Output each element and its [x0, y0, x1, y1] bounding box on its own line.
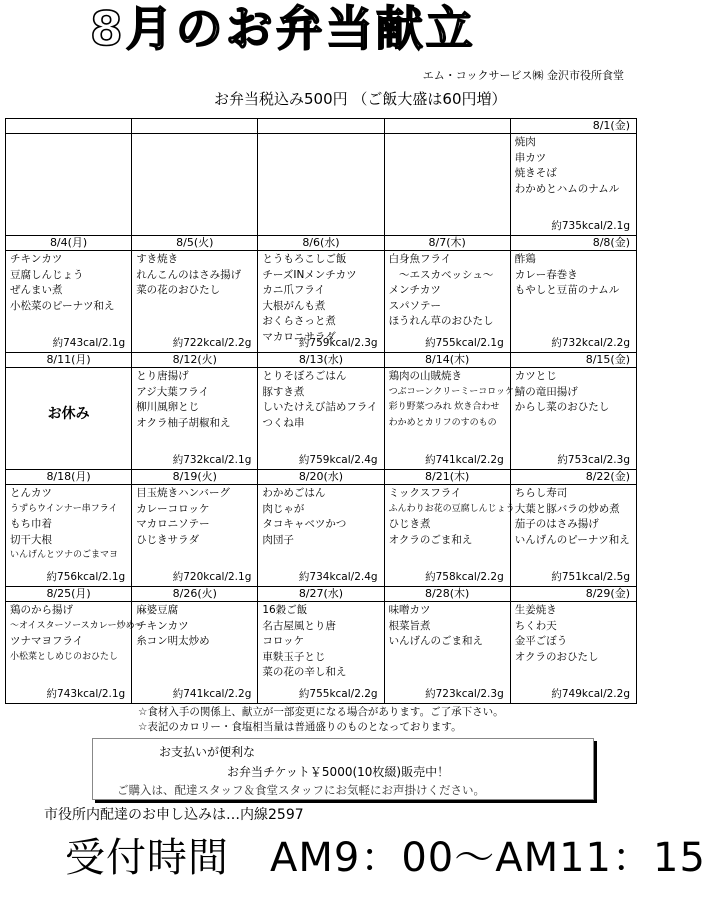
menu-item: 大葉と豚バラの炒め煮	[514, 502, 620, 515]
menu-calendar	[5, 118, 637, 704]
week-row	[6, 353, 637, 470]
calorie-salt: 約749kcal/2.2g	[551, 688, 630, 700]
menu-item: チキンカツ	[10, 253, 63, 265]
menu-item: 小松菜としめじのおひたし	[10, 651, 119, 662]
day-cell	[132, 119, 258, 236]
day-cell	[510, 470, 636, 587]
day-cell	[6, 119, 132, 236]
menu-item: 小松菜のピーナツ和え	[10, 299, 115, 312]
calorie-salt: 約722kcal/2.2g	[172, 337, 252, 349]
day-date: 8/15(金)	[511, 353, 636, 368]
menu-item: 焼肉	[514, 136, 536, 148]
menu-items	[136, 603, 257, 650]
menu-item: 16穀ご飯	[262, 604, 308, 616]
day-date	[6, 119, 131, 134]
note-menu-change: ☆食材入手の関係上、献立が一部変更になる場合があります。ご了承下さい。	[138, 706, 504, 718]
calorie-salt: 約755kcal/2.2g	[298, 688, 378, 700]
menu-item: とうもろこしご飯	[262, 253, 347, 265]
menu-item: おくらさっと煮	[262, 315, 336, 327]
menu-item: 串カツ	[514, 151, 547, 164]
ticket-notice	[92, 738, 594, 800]
menu-item: マカロニサラダ	[262, 330, 336, 343]
menu-item: 生姜焼き	[514, 604, 557, 616]
day-cell	[132, 236, 258, 353]
menu-item: もち巾着	[10, 518, 52, 530]
menu-items	[515, 252, 636, 299]
menu-items	[515, 486, 636, 548]
menu-item: 糸コン明太炒め	[136, 635, 210, 647]
day-cell	[510, 587, 636, 704]
menu-item: 鯖の竜田揚げ	[514, 385, 578, 398]
day-cell	[510, 236, 636, 353]
menu-items	[388, 486, 515, 548]
menu-items	[262, 486, 383, 548]
menu-item: チキンカツ	[136, 619, 189, 632]
calorie-salt: 約743cal/2.1g	[52, 337, 126, 349]
calorie-salt: 約723kcal/2.3g	[425, 688, 504, 700]
menu-item: からし菜のおひたし	[514, 401, 610, 413]
menu-item: カレーコロッケ	[136, 502, 210, 515]
day-cell	[384, 236, 510, 353]
calorie-salt: 約743kcal/2.1g	[46, 688, 126, 700]
menu-item: 切干大根	[10, 533, 52, 546]
menu-item: 大根がんも煮	[262, 299, 326, 312]
day-cell	[132, 353, 258, 470]
day-date: 8/29(金)	[511, 587, 636, 602]
day-date: 8/20(水)	[258, 470, 383, 485]
day-date	[132, 119, 257, 134]
menu-item: 肉団子	[262, 533, 294, 546]
menu-item: わかめごはん	[262, 487, 326, 499]
menu-items	[262, 369, 383, 431]
menu-item: 車麩玉子とじ	[262, 650, 326, 663]
calorie-salt: 約741kcal/2.2g	[425, 454, 504, 466]
day-cell	[510, 353, 636, 470]
menu-items	[389, 603, 510, 650]
menu-item: アジ大葉フライ	[136, 385, 209, 398]
day-date: 8/28(木)	[385, 587, 510, 602]
menu-item: 白身魚フライ	[388, 253, 452, 265]
day-date	[258, 119, 383, 134]
menu-item: いんげんのごま和え	[388, 635, 484, 647]
menu-item: もやしと豆苗のナムル	[514, 284, 620, 296]
day-cell	[384, 587, 510, 704]
reception-hours: 受付時間 AM9：00～AM11：15	[65, 835, 706, 881]
menu-item: 鶏肉の山賊焼き	[388, 370, 463, 382]
day-date: 8/7(木)	[385, 236, 510, 251]
menu-item: うずらウインナー串フライ	[10, 503, 118, 514]
menu-item: ほうれん草のおひたし	[388, 315, 494, 327]
menu-item: ひじきサラダ	[136, 533, 200, 546]
menu-item: メンチカツ	[388, 284, 441, 296]
menu-item: 名古屋風とり唐	[262, 619, 336, 632]
menu-item: とりそぼろごはん	[262, 370, 347, 382]
week-row	[6, 119, 637, 236]
menu-item: オクラのおひたし	[514, 650, 599, 663]
day-cell	[510, 119, 636, 236]
menu-item: スパソテー	[388, 299, 442, 312]
calorie-salt: 約758kcal/2.2g	[425, 571, 504, 583]
day-cell	[258, 119, 384, 236]
ticket-line-1: お支払いが便利な	[159, 745, 256, 759]
menu-item: 根菜旨煮	[388, 619, 431, 632]
week-row	[6, 587, 637, 704]
menu-item: 鶏のから揚げ	[10, 604, 73, 616]
menu-item: 肉じゃが	[262, 502, 305, 515]
day-cell	[258, 353, 384, 470]
menu-item: ちくわ天	[514, 619, 557, 632]
day-date: 8/6(水)	[258, 236, 383, 251]
day-date	[385, 119, 510, 134]
day-cell	[384, 470, 515, 587]
menu-items	[10, 486, 131, 564]
calorie-salt: 約753cal/2.3g	[557, 454, 630, 466]
menu-items	[10, 252, 131, 314]
menu-item: 味噌カツ	[388, 604, 431, 616]
day-date: 8/22(金)	[511, 470, 636, 485]
menu-items	[515, 603, 636, 665]
day-cell	[6, 236, 132, 353]
day-date: 8/8(金)	[511, 236, 636, 251]
menu-items	[10, 603, 144, 665]
menu-item: ちらし寿司	[514, 487, 568, 499]
menu-items	[136, 486, 257, 548]
menu-item: ミックスフライ	[388, 487, 462, 499]
menu-items	[515, 135, 636, 197]
day-date: 8/12(火)	[132, 353, 257, 368]
menu-item: 豚すき煮	[262, 385, 305, 398]
day-date: 8/4(月)	[6, 236, 131, 251]
calorie-salt: 約751kcal/2.5g	[551, 571, 630, 583]
day-date: 8/27(水)	[258, 587, 383, 602]
menu-item: ツナマヨフライ	[10, 635, 84, 647]
menu-item: カレー春巻き	[514, 268, 578, 281]
menu-item: マカロニソテー	[136, 518, 210, 530]
menu-item: いんげんのピーナツ和え	[514, 533, 630, 546]
week-row	[6, 470, 637, 587]
menu-items	[136, 252, 257, 299]
day-date: 8/21(木)	[385, 470, 510, 485]
menu-item: 彩り野菜つみれ 炊き合わせ	[388, 402, 500, 412]
menu-item: 酢鶏	[514, 253, 536, 265]
menu-item: つくね串	[262, 416, 305, 429]
day-cell	[6, 587, 144, 704]
menu-items	[515, 369, 636, 416]
menu-items	[262, 252, 383, 345]
day-date: 8/13(水)	[258, 353, 383, 368]
menu-item: ぜんまい煮	[10, 284, 63, 296]
note-calorie: ☆表記のカロリー・食塩相当量は普通盛りのものとなっております。	[138, 721, 462, 733]
menu-item: 茄子のはさみ揚げ	[514, 518, 599, 530]
menu-item: すき焼き	[136, 253, 179, 265]
day-cell	[132, 587, 258, 704]
day-cell	[384, 353, 515, 470]
menu-item: 焼きそば	[514, 167, 557, 179]
menu-item: とんカツ	[10, 487, 52, 499]
day-date: 8/26(火)	[132, 587, 257, 602]
calorie-salt: 約720kcal/2.1g	[172, 571, 252, 583]
day-cell	[258, 587, 384, 704]
menu-item: 目玉焼きハンバーグ	[136, 487, 230, 499]
menu-item: わかめとカリフのすのもの	[388, 417, 497, 428]
day-date: 8/14(木)	[385, 353, 510, 368]
day-date: 8/18(月)	[6, 470, 131, 485]
ticket-line-2: お弁当チケット￥5000(10枚綴)販売中！	[227, 765, 450, 779]
week-row	[6, 236, 637, 353]
calorie-salt: 約732kcal/2.1g	[172, 454, 252, 466]
menu-item: 麻婆豆腐	[136, 604, 179, 616]
day-cell	[384, 119, 510, 236]
ticket-line-3: ご購入は、配達スタッフ＆食堂スタッフにお気軽にお声掛けください。	[117, 783, 485, 797]
menu-item: チーズINメンチカツ	[262, 268, 357, 281]
day-cell	[258, 470, 384, 587]
day-date: 8/1(金)	[511, 119, 636, 134]
menu-item: ～オイスターソースカレー炒め～	[10, 620, 144, 631]
menu-items	[262, 603, 383, 681]
menu-item: コロッケ	[262, 635, 305, 647]
menu-item: 菜の花のおひたし	[136, 284, 221, 296]
delivery-extension: 市役所内配達のお申し込みは…内線2597	[44, 807, 304, 823]
menu-items	[388, 369, 515, 431]
day-cell	[6, 353, 132, 470]
menu-item: カニ爪フライ	[262, 284, 326, 296]
notes	[138, 705, 504, 735]
calorie-salt: 約756kcal/2.1g	[46, 571, 126, 583]
day-date: 8/19(火)	[132, 470, 257, 485]
menu-item: ひじき煮	[388, 518, 431, 530]
menu-item: いんげんとツナのごまマヨ	[10, 550, 119, 560]
calorie-salt: 約734kcal/2.4g	[298, 571, 378, 583]
day-cell	[132, 470, 258, 587]
calorie-salt: 約735kcal/2.1g	[551, 220, 630, 232]
company-name: エム・コックサービス㈱ 金沢市役所食堂	[422, 69, 624, 82]
menu-item: 豆腐しんじょう	[10, 268, 84, 281]
menu-item: 柳川風卵とじ	[136, 401, 200, 413]
day-date: 8/11(月)	[6, 353, 131, 368]
price-info: お弁当税込み500円 （ご飯大盛は60円増）	[214, 90, 507, 108]
menu-item: とり唐揚げ	[136, 370, 189, 382]
menu-items	[389, 252, 510, 330]
menu-item: 金平ごぼう	[514, 635, 568, 647]
menu-item: カツとじ	[514, 370, 557, 382]
calorie-salt: 約759kcal/2.3g	[298, 337, 378, 349]
menu-item: オクラ柚子胡椒和え	[136, 416, 231, 429]
menu-item: しいたけえび詰めフライ	[262, 401, 378, 413]
holiday-label: お休み	[47, 406, 90, 422]
menu-item: ふんわりお花の豆腐しんじょう	[388, 503, 515, 514]
calorie-salt: 約732kcal/2.2g	[551, 337, 630, 349]
menu-item: 菜の花の辛し和え	[262, 666, 347, 678]
menu-items	[136, 369, 257, 431]
page-title: 8月のお弁当献立	[90, 2, 476, 57]
day-date: 8/5(火)	[132, 236, 257, 251]
menu-item: タコキャベツかつ	[262, 518, 347, 530]
calorie-salt: 約759kcal/2.4g	[298, 454, 378, 466]
menu-item: れんこんのはさみ揚げ	[136, 268, 242, 281]
menu-item: わかめとハムのナムル	[514, 182, 620, 195]
day-date: 8/25(月)	[6, 587, 131, 602]
calorie-salt: 約755kcal/2.1g	[425, 337, 504, 349]
calorie-salt: 約741kcal/2.2g	[172, 688, 252, 700]
day-cell	[6, 470, 132, 587]
menu-item: オクラのごま和え	[388, 533, 473, 546]
day-cell	[258, 236, 384, 353]
menu-item: ～エスカベッシュ～	[388, 268, 494, 281]
menu-item: つぶコーンクリーミーコロッケ	[388, 386, 515, 397]
